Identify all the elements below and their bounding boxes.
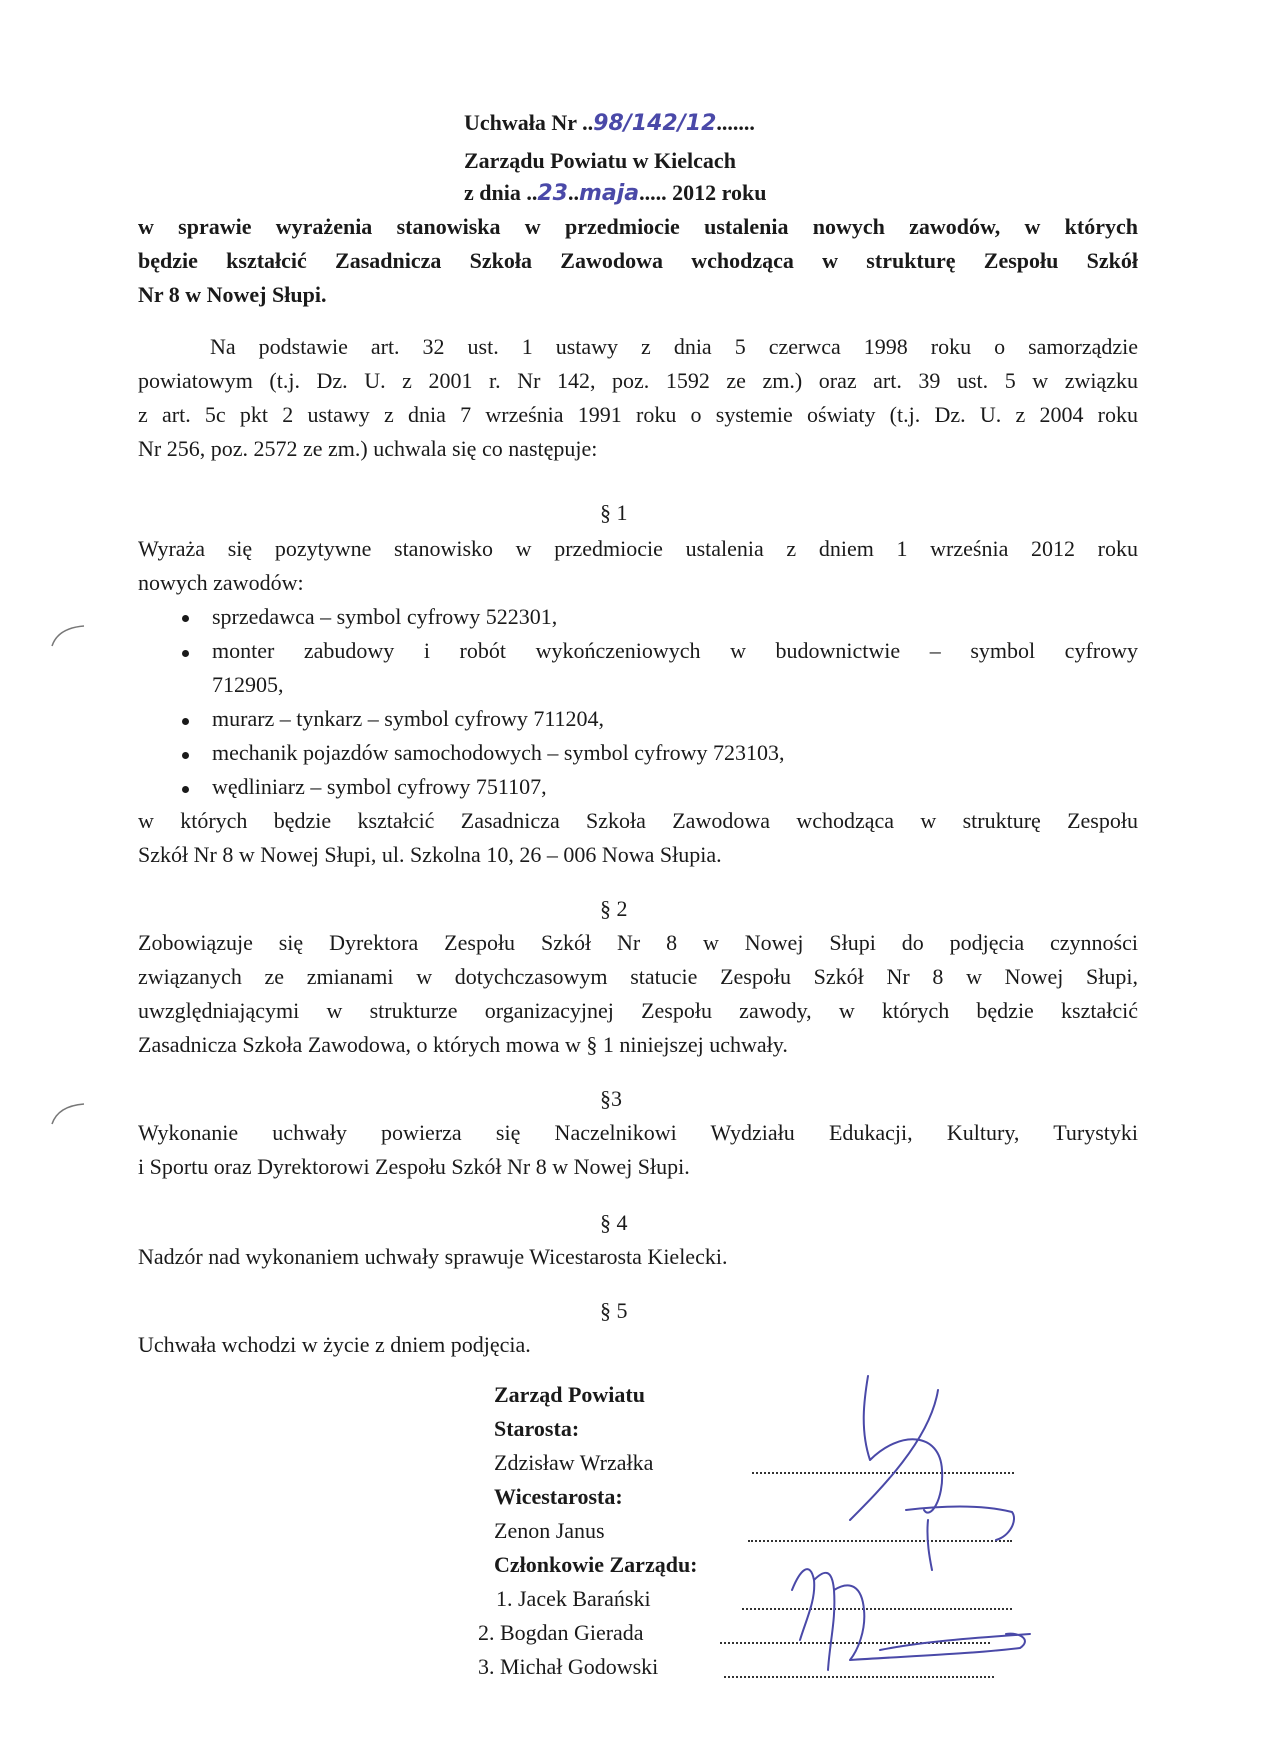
list-bullet bbox=[182, 752, 189, 759]
list-item: sprzedawca – symbol cyfrowy 522301, bbox=[212, 604, 558, 629]
legal-basis-line-4: Nr 256, poz. 2572 ze zm.) uchwala się co następuje: bbox=[138, 436, 598, 461]
starosta-name: Zdzisław Wrzałka bbox=[494, 1450, 654, 1475]
list-item: wędliniarz – symbol cyfrowy 751107, bbox=[212, 774, 547, 799]
list-bullet bbox=[182, 786, 189, 793]
subject-line-1: w sprawie wyrażenia stanowiska w przedmiocie ustalenia nowych zawodów, w których bbox=[138, 214, 1138, 239]
section-1-intro-line-1: Wyraża się pozytywne stanowisko w przedmiocie ustalenia z dniem 1 września 2012 roku bbox=[138, 536, 1138, 561]
starosta-label: Starosta: bbox=[494, 1416, 580, 1441]
board-title: Zarząd Powiatu bbox=[494, 1382, 645, 1407]
scan-edge-mark-top bbox=[48, 620, 88, 650]
resolution-number-line bbox=[464, 112, 755, 135]
members-label: Członkowie Zarządu: bbox=[494, 1552, 698, 1577]
list-item: murarz – tynkarz – symbol cyfrowy 711204, bbox=[212, 706, 605, 731]
section-2-line-4: Zasadnicza Szkoła Zawodowa, o których mowa w § 1 niniejszej uchwały. bbox=[138, 1032, 788, 1057]
subject-line-3: Nr 8 w Nowej Słupi. bbox=[138, 282, 327, 307]
section-2-line-1: Zobowiązuje się Dyrektora Zespołu Szkół Nr 8 w Nowej Słupi do podjęcia czynności bbox=[138, 930, 1138, 955]
section-1-heading: § 1 bbox=[600, 500, 628, 525]
resolution-dots-right: ....... bbox=[716, 110, 755, 135]
date-day-handwritten: 23 bbox=[537, 181, 568, 206]
member-name: 3. Michał Godowski bbox=[478, 1654, 659, 1679]
section-5-line-1: Uchwała wchodzi w życie z dniem podjęcia. bbox=[138, 1332, 531, 1357]
section-5-heading: § 5 bbox=[600, 1298, 628, 1323]
list-bullet bbox=[182, 650, 189, 657]
legal-basis-line-3: z art. 5c pkt 2 ustawy z dnia 7 września 1991 roku o systemie oświaty (t.j. Dz. U. z 2004 roku bbox=[138, 402, 1138, 427]
date-line: z dnia ..23..maja..... 2012 roku bbox=[464, 180, 767, 206]
section-1-closing-line-2: Szkół Nr 8 w Nowej Słupi, ul. Szkolna 10, 26 – 006 Nowa Słupia. bbox=[138, 842, 722, 867]
member-name: 2. Bogdan Gierada bbox=[478, 1620, 644, 1645]
date-month-handwritten: maja bbox=[578, 181, 640, 206]
legal-basis-line-2: powiatowym (t.j. Dz. U. z 2001 r. Nr 142, poz. 1592 ze zm.) oraz art. 39 ust. 5 w związku bbox=[138, 368, 1138, 393]
resolution-number-handwritten: 98/142/12 bbox=[593, 111, 717, 136]
legal-basis-line-1: Na podstawie art. 32 ust. 1 ustawy z dnia 5 czerwca 1998 roku o samorządzie bbox=[210, 334, 1138, 359]
section-3-heading: §3 bbox=[600, 1086, 622, 1111]
signature-members-drawing bbox=[770, 1530, 1060, 1680]
date-prefix: z dnia bbox=[464, 180, 527, 205]
scan-edge-mark-bottom bbox=[48, 1098, 88, 1128]
section-3-line-2: i Sportu oraz Dyrektorowi Zespołu Szkół Nr 8 w Nowej Słupi. bbox=[138, 1154, 690, 1179]
list-bullet bbox=[182, 615, 189, 622]
section-4-heading: § 4 bbox=[600, 1210, 628, 1235]
date-suffix: ..... 2012 roku bbox=[639, 180, 767, 205]
vice-starosta-label: Wicestarosta: bbox=[494, 1484, 623, 1509]
resolution-dots-left: .. bbox=[582, 110, 594, 135]
vice-starosta-name: Zenon Janus bbox=[494, 1518, 605, 1543]
board-line: Zarządu Powiatu w Kielcach bbox=[464, 148, 736, 173]
section-4-line-1: Nadzór nad wykonaniem uchwały sprawuje Wicestarosta Kielecki. bbox=[138, 1244, 728, 1269]
list-item: mechanik pojazdów samochodowych – symbol cyfrowy 723103, bbox=[212, 740, 785, 765]
section-2-line-2: związanych ze zmianami w dotychczasowym statucie Zespołu Szkół Nr 8 w Nowej Słupi, bbox=[138, 964, 1138, 989]
list-bullet bbox=[182, 718, 189, 725]
section-2-line-3: uwzględniającymi w strukturze organizacyjnej Zespołu zawody, w których będzie kształcić bbox=[138, 998, 1138, 1023]
section-1-intro-line-2: nowych zawodów: bbox=[138, 570, 304, 595]
section-1-closing-line-1: w których będzie kształcić Zasadnicza Szkoła Zawodowa wchodząca w strukturę Zespołu bbox=[138, 808, 1138, 833]
list-item-continuation: 712905, bbox=[212, 672, 284, 697]
section-3-line-1: Wykonanie uchwały powierza się Naczelnikowi Wydziału Edukacji, Kultury, Turystyki bbox=[138, 1120, 1138, 1145]
section-2-heading: § 2 bbox=[600, 896, 628, 921]
subject-line-2: będzie kształcić Zasadnicza Szkoła Zawodowa wchodząca w strukturę Zespołu Szkół bbox=[138, 248, 1138, 273]
member-name: 1. Jacek Barański bbox=[496, 1586, 651, 1611]
resolution-prefix: Uchwała Nr bbox=[464, 110, 583, 135]
list-item: monter zabudowy i robót wykończeniowych w budownictwie – symbol cyfrowy bbox=[212, 638, 1138, 663]
